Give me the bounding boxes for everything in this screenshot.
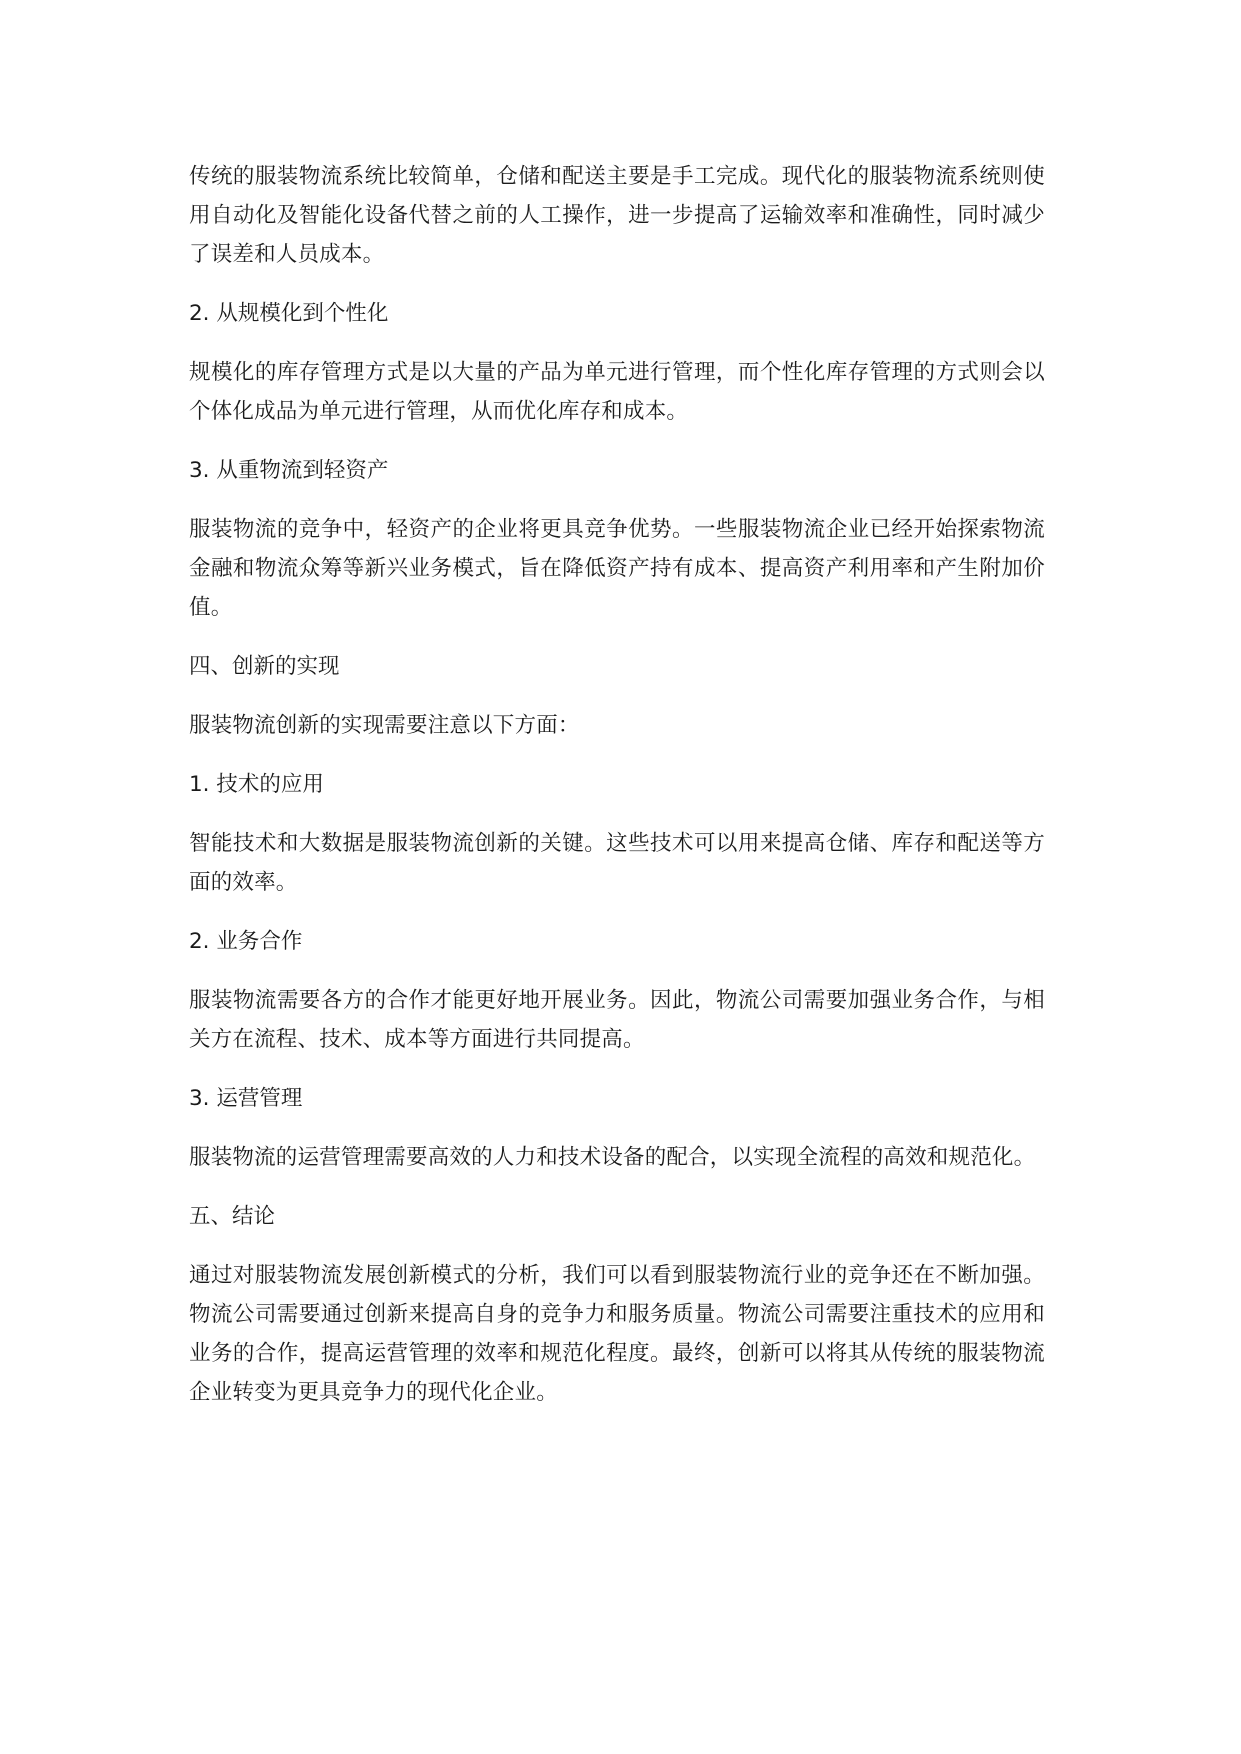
paragraph-inventory-management: 规模化的库存管理方式是以大量的产品为单元进行管理，而个性化库存管理的方式则会以个体化成品为单元进行管理，从而优化库存和成本。 xyxy=(189,360,1045,424)
heading-scale-to-personalization: 2. 从规模化到个性化 xyxy=(189,301,389,326)
heading-technology-application: 1. 技术的应用 xyxy=(189,772,324,797)
heading-heavy-to-light-assets: 3. 从重物流到轻资产 xyxy=(189,458,389,483)
paragraph-conclusion: 通过对服装物流发展创新模式的分析，我们可以看到服装物流行业的竞争还在不断加强。物流公司需要通过创新来提高自身的竞争力和服务质量。物流公司需要注重技术的应用和业务的合作，提高运营管理的效率和规范化程度。最终，创新可以将其从传统的服装物流企业转变为更具竞争力的现代化企业。 xyxy=(189,1263,1045,1405)
paragraph-traditional-logistics: 传统的服装物流系统比较简单，仓储和配送主要是手工完成。现代化的服装物流系统则使用自动化及智能化设备代替之前的人工操作，进一步提高了运输效率和准确性，同时减少了误差和人员成本。 xyxy=(189,164,1045,267)
paragraph-implementation-intro: 服装物流创新的实现需要注意以下方面： xyxy=(189,713,580,738)
document-page xyxy=(189,157,1045,1432)
paragraph-technology: 智能技术和大数据是服装物流创新的关键。这些技术可以用来提高仓储、库存和配送等方面的效率。 xyxy=(189,831,1045,895)
paragraph-cooperation: 服装物流需要各方的合作才能更好地开展业务。因此，物流公司需要加强业务合作，与相关方在流程、技术、成本等方面进行共同提高。 xyxy=(189,988,1045,1052)
heading-operations-management: 3. 运营管理 xyxy=(189,1086,303,1111)
heading-section-four: 四、创新的实现 xyxy=(189,654,340,679)
heading-conclusion: 五、结论 xyxy=(189,1204,276,1229)
paragraph-operations: 服装物流的运营管理需要高效的人力和技术设备的配合，以实现全流程的高效和规范化。 xyxy=(189,1145,1036,1170)
heading-business-cooperation: 2. 业务合作 xyxy=(189,929,303,954)
paragraph-light-assets: 服装物流的竞争中，轻资产的企业将更具竞争优势。一些服装物流企业已经开始探索物流金融和物流众筹等新兴业务模式，旨在降低资产持有成本、提高资产利用率和产生附加价值。 xyxy=(189,517,1045,620)
